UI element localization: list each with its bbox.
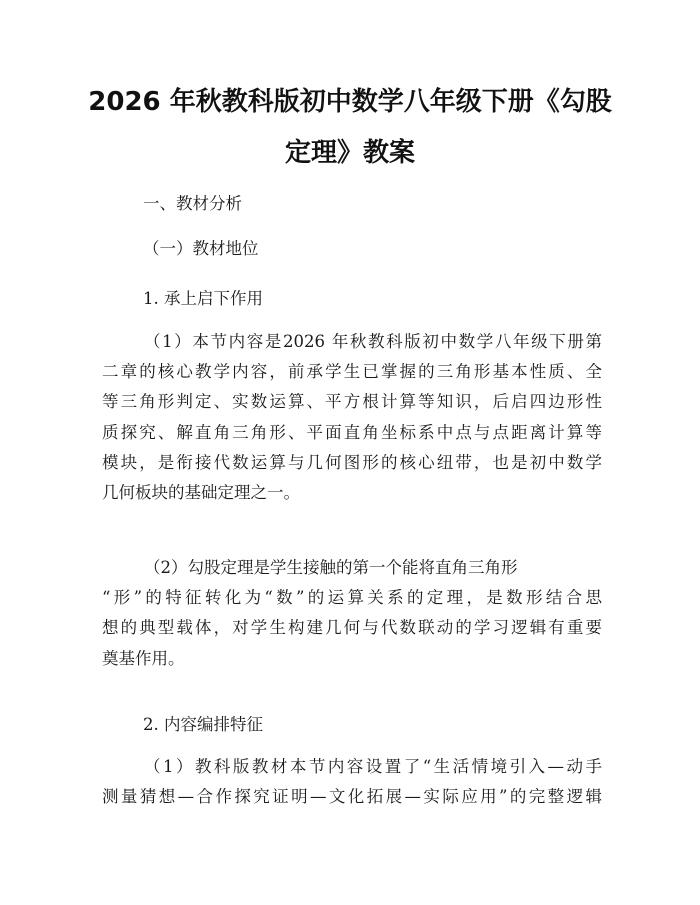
paragraph-shape-number — [102, 553, 602, 674]
paragraph-content-position — [102, 327, 602, 508]
paragraph-line: 质探究、解直角三角形、平面直角坐标系中点与点距离计算等 — [102, 422, 602, 442]
section-heading-textbook-analysis: 一、教材分析 — [143, 194, 242, 213]
item-heading-content-arrangement: 2. 内容编排特征 — [143, 715, 263, 734]
paragraph-line: 想的典型载体，对学生构建几何与代数联动的学习逻辑有重要 — [102, 618, 602, 638]
paragraph-line: 奠基作用。 — [102, 648, 185, 668]
item-heading-bridging-role: 1. 承上启下作用 — [143, 289, 263, 308]
paragraph-line: 测量猜想—合作探究证明—文化拓展—实际应用”的完整逻辑 — [102, 787, 602, 807]
paragraph-line: （1）本节内容是2026 年秋教科版初中数学八年级下册第 — [144, 332, 602, 351]
document-title-line-2: 定理》教案 — [284, 138, 415, 168]
paragraph-line: 几何板块的基础定理之一。 — [102, 482, 300, 502]
paragraph-line: 等三角形判定、实数运算、平方根计算等知识，后启四边形性 — [102, 392, 602, 412]
document-title-line-1: 2026 年秋教科版初中数学八年级下册《勾股 — [88, 87, 612, 117]
subsection-heading-textbook-status: （一）教材地位 — [143, 239, 259, 258]
paragraph-line: 模块，是衔接代数运算与几何图形的核心纽带，也是初中数学 — [102, 452, 602, 472]
paragraph-line: （2）勾股定理是学生接触的第一个能将直角三角形 — [144, 558, 518, 577]
paragraph-line: 二章的核心教学内容，前承学生已掌握的三角形基本性质、全 — [102, 362, 602, 382]
paragraph-line: （1）教科版教材本节内容设置了“生活情境引入—动手 — [144, 757, 602, 776]
paragraph-line: “形”的特征转化为“数”的运算关系的定理，是数形结合思 — [102, 588, 602, 608]
paragraph-textbook-arrangement — [102, 752, 602, 812]
